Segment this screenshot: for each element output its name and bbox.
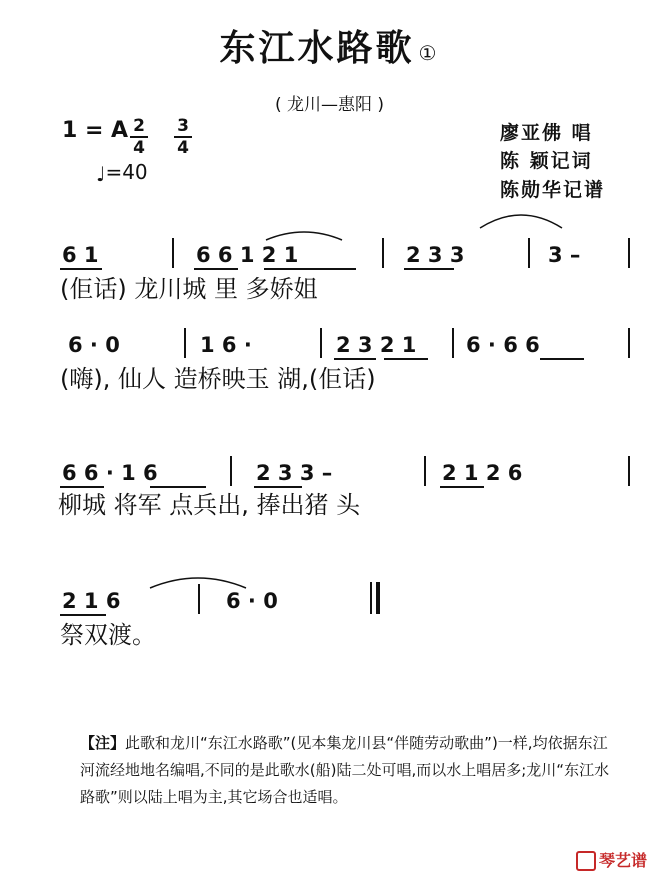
measure-4-2: 6 · 0 <box>226 589 278 613</box>
lyrics-line-3: 柳城 将军 点兵出, 捧出猪 头 <box>58 491 361 519</box>
measure-4-1: 2 1 6 <box>62 589 121 613</box>
time-signature-1-bottom: 4 <box>133 138 145 158</box>
title-footnote-mark: ① <box>418 41 440 65</box>
measure-3-2: 2 3 3 – <box>256 461 333 485</box>
watermark <box>576 848 647 872</box>
key-signature: 1 = A <box>62 118 129 143</box>
watermark-text: 琴艺谱 <box>598 850 647 870</box>
measure-2-2: 1 6 · <box>200 333 252 357</box>
time-signature-2-top: 3 <box>177 116 189 136</box>
time-signature-2 <box>172 116 194 158</box>
song-subtitle: ( 龙川—惠阳 ) <box>274 95 385 115</box>
song-title <box>0 20 659 71</box>
measure-1-3: 2 3 3 <box>406 243 465 267</box>
measure-2-4: 6 · 6 6 <box>466 333 540 357</box>
tie-icon <box>478 208 564 230</box>
measure-2-1: 6 · 0 <box>68 333 120 357</box>
slur-icon <box>264 228 344 242</box>
credit-lyricist: 陈 颖记词 <box>500 150 593 172</box>
credit-transcriber: 陈勋华记谱 <box>500 179 606 201</box>
logo-icon <box>576 851 596 871</box>
lyrics-line-2: (嗨), 仙人 造桥映玉 湖,(佢话) <box>60 365 376 393</box>
title-text: 东江水路歌 <box>219 28 415 69</box>
tie-icon <box>148 572 248 590</box>
time-signature-1-top: 2 <box>133 116 145 136</box>
measure-3-3: 2 1 2 6 <box>442 461 523 485</box>
measure-1-1: 6 1 <box>62 243 99 267</box>
tempo-value: =40 <box>105 160 148 184</box>
footnote-label: 【注】 <box>80 734 126 752</box>
time-signature-1 <box>128 116 150 158</box>
measure-2-3: 2 3 2 1 <box>336 333 417 357</box>
measure-1-2: 6 6 1 2 1 <box>196 243 299 267</box>
lyrics-line-4: 祭双渡。 <box>60 621 156 649</box>
quarter-note-icon: ♩ <box>96 161 106 186</box>
measure-1-4: 3 – <box>548 243 581 267</box>
measure-3-1: 6 6 · 1 6 <box>62 461 158 485</box>
footnote-text: 此歌和龙川“东江水路歌”(见本集龙川县“伴随劳动歌曲”)一样,均依据东江河流经地地名编唱,不同的是此歌水(船)陆二处可唱,而以水上唱居多;龙川“东江水路歌”则以陆上唱为主,其它场合也适唱。 <box>80 734 610 806</box>
tempo-marking <box>96 160 148 186</box>
credit-singer: 廖亚佛 唱 <box>500 122 593 144</box>
footnote <box>80 730 620 811</box>
lyrics-line-1: (佢话) 龙川城 里 多娇姐 <box>60 275 318 303</box>
time-signature-2-bottom: 4 <box>177 138 189 158</box>
